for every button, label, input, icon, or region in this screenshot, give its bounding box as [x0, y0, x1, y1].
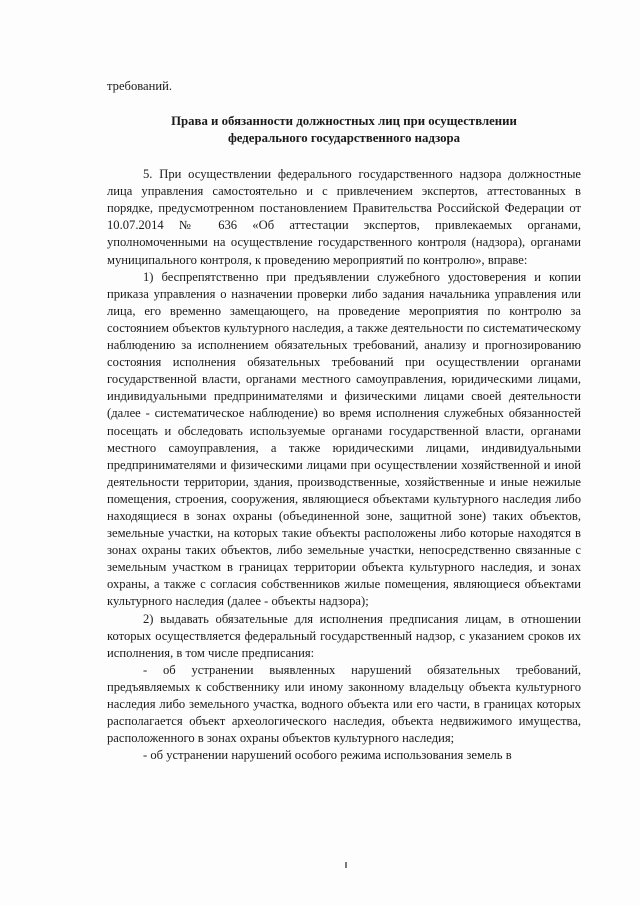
section-title [107, 113, 581, 147]
paragraph-dash-2: - об устранении нарушений особого режима использования земель в [143, 748, 512, 763]
paragraph-item-1: 1) беспрепятственно при предъявлении служебного удостоверения и копии приказа управления о назначении проверки либо задания начальника управления или лица, его временно замещающего, на проведение мероприятия по контролю за состоянием объектов культурного наследия, а также деятельности по систематическому наблюдению за исполнением обязательных требований, анализу и прогнозированию состояния исполнения обязательных требований при осуществлении органами государственной власти, органами местного самоуправления, юридическими лицами, индивидуальными предпринимателями и физическими лицами своей деятельности (далее - систематическое наблюдение) во время исполнения служебных обязанностей посещать и обследовать используемые органами государственной власти, органами местного самоуправления, а также юридическими лицами, индивидуальными предпринимателями и физическими лицами при осуществлении хозяйственной и иной деятельности территории, здания, производственные, хозяйственные и иные нежилые помещения, строения, сооружения, являющиеся объектами культурного наследия либо находящиеся в зонах охраны (объединенной зоне, защитной зоне) таких объектов, земельные участки, на которых такие объекты расположены либо которые находятся в зонах охраны таких объектов, либо земельные участки, непосредственно связанные с земельным участком в границах территории объекта культурного наследия, и зонах охраны, а также с согласия собственников жилые помещения, являющиеся объектами культурного наследия (далее - объекты надзора); [107, 269, 581, 609]
section-title-line-1: Права и обязанности должностных лиц при осуществлении [171, 114, 517, 129]
paragraph-item-2: 2) выдавать обязательные для исполнения предписания лицам, в отношении которых осуществляется федеральный государственный надзор, с указанием сроков их исполнения, в том числе предписания: [107, 611, 581, 660]
section-title-line-2: федерального государственного надзора [227, 131, 461, 146]
paragraph-dash-1: - об устранении выявленных нарушений обязательных требований, предъявляемых к собственнику или иному законному владельцу объекта культурного наследия либо земельного участка, водного объекта или его части, в границах которых располагается объект археологического наследия, объекта недвижимого имущества, расположенного в зонах охраны объектов культурного наследия; [107, 662, 581, 746]
paragraph-5: 5. При осуществлении федерального государственного надзора должностные лица управления самостоятельно и с привлечением экспертов, аттестованных в порядке, предусмотренном постановлением Правительства Российской Федерации от 10.07.2014 № 636 «Об аттестации экспертов, привлекаемых органами, уполномоченными на осуществление государственного контроля (надзора), органами муниципального контроля, к проведению мероприятий по контролю», вправе: [107, 167, 581, 267]
scan-speck [345, 862, 347, 868]
document-body [107, 78, 581, 764]
carryover-text: требований. [107, 79, 172, 93]
